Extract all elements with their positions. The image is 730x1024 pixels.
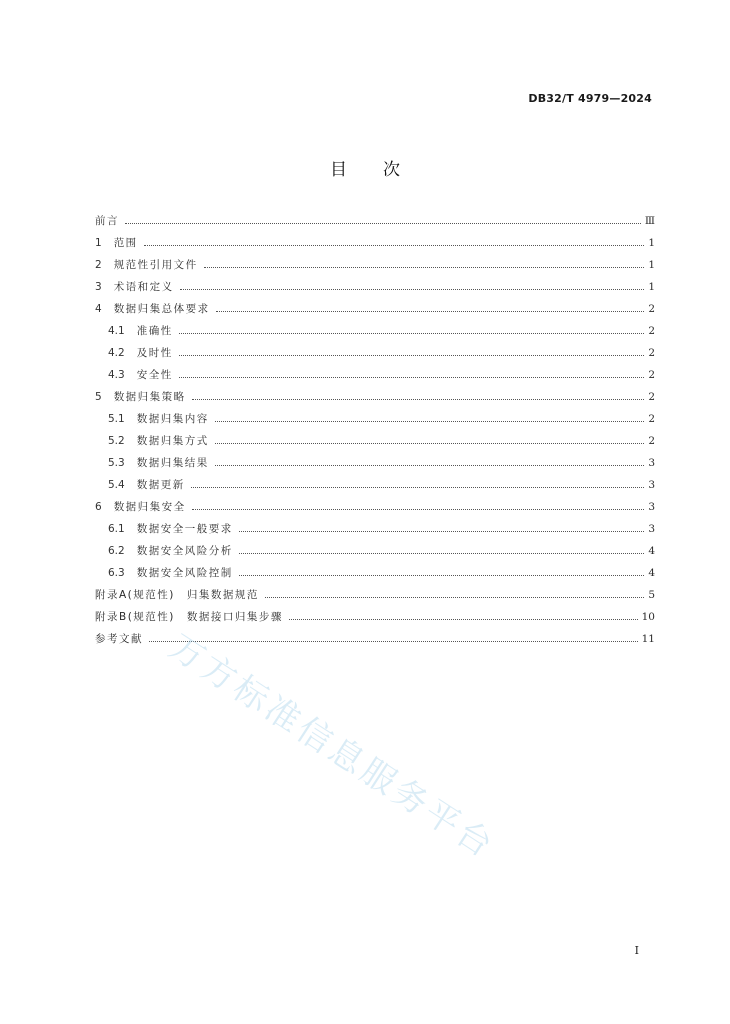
toc-entry-page: 2 xyxy=(648,391,655,403)
toc-entry-page: 1 xyxy=(648,259,655,271)
page-title: 目次 xyxy=(330,160,436,180)
standard-code: DB32/T 4979—2024 xyxy=(528,92,652,105)
toc-dot-leader xyxy=(191,486,645,488)
toc-entry-number: 5.2 xyxy=(108,435,125,447)
toc-entry-title: 数据安全风险控制 xyxy=(136,567,233,579)
toc-dot-leader xyxy=(215,442,645,444)
toc-entry-page: 3 xyxy=(648,523,655,535)
toc-entry-title: 规范性引用文件 xyxy=(113,259,198,271)
toc-entry[interactable] xyxy=(95,235,655,257)
toc-entry-title: 范围 xyxy=(113,237,138,249)
toc-entry-title: 数据归集安全 xyxy=(113,501,186,513)
toc-entry-title: 数据归集结果 xyxy=(136,457,209,469)
toc-dot-leader xyxy=(144,244,645,246)
toc-entry-number: 5 xyxy=(95,391,102,403)
toc-dot-leader xyxy=(239,574,645,576)
toc-entry-number: 4.3 xyxy=(108,369,125,381)
toc-entry-page: 4 xyxy=(648,545,655,557)
toc-entry-title: 前言 xyxy=(95,215,119,227)
toc-entry-page: Ⅲ xyxy=(644,215,655,227)
toc-entry-page: 2 xyxy=(648,413,655,425)
toc-entry-number: 3 xyxy=(95,281,102,293)
toc-entry-number: 4.2 xyxy=(108,347,125,359)
toc-entry-page: 4 xyxy=(648,567,655,579)
toc-entry-number: 2 xyxy=(95,259,102,271)
toc-entry[interactable] xyxy=(95,213,655,235)
toc-entry-page: 2 xyxy=(648,347,655,359)
toc-dot-leader xyxy=(179,354,645,356)
toc-entry-title: 数据归集方式 xyxy=(136,435,209,447)
toc-entry-page: 2 xyxy=(648,435,655,447)
toc-entry-number: 5.3 xyxy=(108,457,125,469)
toc-entry-title: 数据归集策略 xyxy=(113,391,186,403)
toc-entry-title: 数据安全一般要求 xyxy=(136,523,233,535)
toc-entry[interactable] xyxy=(95,609,655,631)
toc-dot-leader xyxy=(179,332,645,334)
toc-entry[interactable] xyxy=(95,323,655,345)
toc-dot-leader xyxy=(215,420,645,422)
toc-dot-leader xyxy=(239,530,645,532)
toc-dot-leader xyxy=(289,618,638,620)
toc-dot-leader xyxy=(215,464,645,466)
toc-entry[interactable] xyxy=(95,477,655,499)
toc-entry-page: 3 xyxy=(648,501,655,513)
toc-entry-number: 5.4 xyxy=(108,479,125,491)
toc-entry-title: 参考文献 xyxy=(95,633,143,645)
toc-entry[interactable] xyxy=(95,433,655,455)
toc-entry-number: 5.1 xyxy=(108,413,125,425)
toc-dot-leader xyxy=(239,552,645,554)
toc-entry[interactable] xyxy=(95,587,655,609)
toc-entry-number: 1 xyxy=(95,237,102,249)
toc-dot-leader xyxy=(125,222,641,224)
toc-entry-page: 2 xyxy=(648,303,655,315)
toc-entry-title: 准确性 xyxy=(136,325,173,337)
toc-dot-leader xyxy=(149,640,638,642)
toc-entry[interactable] xyxy=(95,565,655,587)
toc-entry-title: 附录B(规范性) 数据接口归集步骤 xyxy=(95,611,283,623)
table-of-contents xyxy=(95,213,655,653)
toc-entry-title: 数据归集总体要求 xyxy=(113,303,210,315)
toc-entry[interactable] xyxy=(95,499,655,521)
toc-entry-number: 4 xyxy=(95,303,102,315)
toc-entry[interactable] xyxy=(95,367,655,389)
toc-dot-leader xyxy=(180,288,645,290)
toc-entry-number: 6.3 xyxy=(108,567,125,579)
toc-dot-leader xyxy=(204,266,645,268)
toc-entry-page: 1 xyxy=(648,237,655,249)
toc-entry-number: 6.1 xyxy=(108,523,125,535)
toc-entry-page: 11 xyxy=(641,633,655,645)
toc-entry-title: 附录A(规范性) 归集数据规范 xyxy=(95,589,259,601)
toc-dot-leader xyxy=(179,376,645,378)
toc-dot-leader xyxy=(216,310,645,312)
toc-entry-title: 及时性 xyxy=(136,347,173,359)
toc-dot-leader xyxy=(192,508,645,510)
toc-entry-page: 3 xyxy=(648,457,655,469)
toc-entry[interactable] xyxy=(95,543,655,565)
page-number: I xyxy=(634,944,639,957)
toc-entry[interactable] xyxy=(95,631,655,653)
toc-entry-title: 数据归集内容 xyxy=(136,413,209,425)
toc-entry-page: 1 xyxy=(648,281,655,293)
toc-entry-page: 2 xyxy=(648,369,655,381)
toc-entry-title: 术语和定义 xyxy=(113,281,174,293)
toc-entry-page: 2 xyxy=(648,325,655,337)
toc-entry-title: 数据更新 xyxy=(136,479,185,491)
toc-entry-number: 6.2 xyxy=(108,545,125,557)
toc-entry[interactable] xyxy=(95,345,655,367)
toc-entry-page: 10 xyxy=(641,611,655,623)
toc-entry-page: 3 xyxy=(648,479,655,491)
toc-entry[interactable] xyxy=(95,301,655,323)
toc-entry[interactable] xyxy=(95,411,655,433)
toc-dot-leader xyxy=(265,596,644,598)
toc-entry-title: 安全性 xyxy=(136,369,173,381)
toc-entry[interactable] xyxy=(95,521,655,543)
toc-dot-leader xyxy=(192,398,645,400)
watermark: 万方标准信息服务平台 xyxy=(161,626,503,868)
toc-entry-title: 数据安全风险分析 xyxy=(136,545,233,557)
toc-entry-page: 5 xyxy=(648,589,655,601)
toc-entry-number: 6 xyxy=(95,501,102,513)
toc-entry[interactable] xyxy=(95,279,655,301)
toc-entry[interactable] xyxy=(95,257,655,279)
toc-entry[interactable] xyxy=(95,455,655,477)
toc-entry[interactable] xyxy=(95,389,655,411)
toc-entry-number: 4.1 xyxy=(108,325,125,337)
